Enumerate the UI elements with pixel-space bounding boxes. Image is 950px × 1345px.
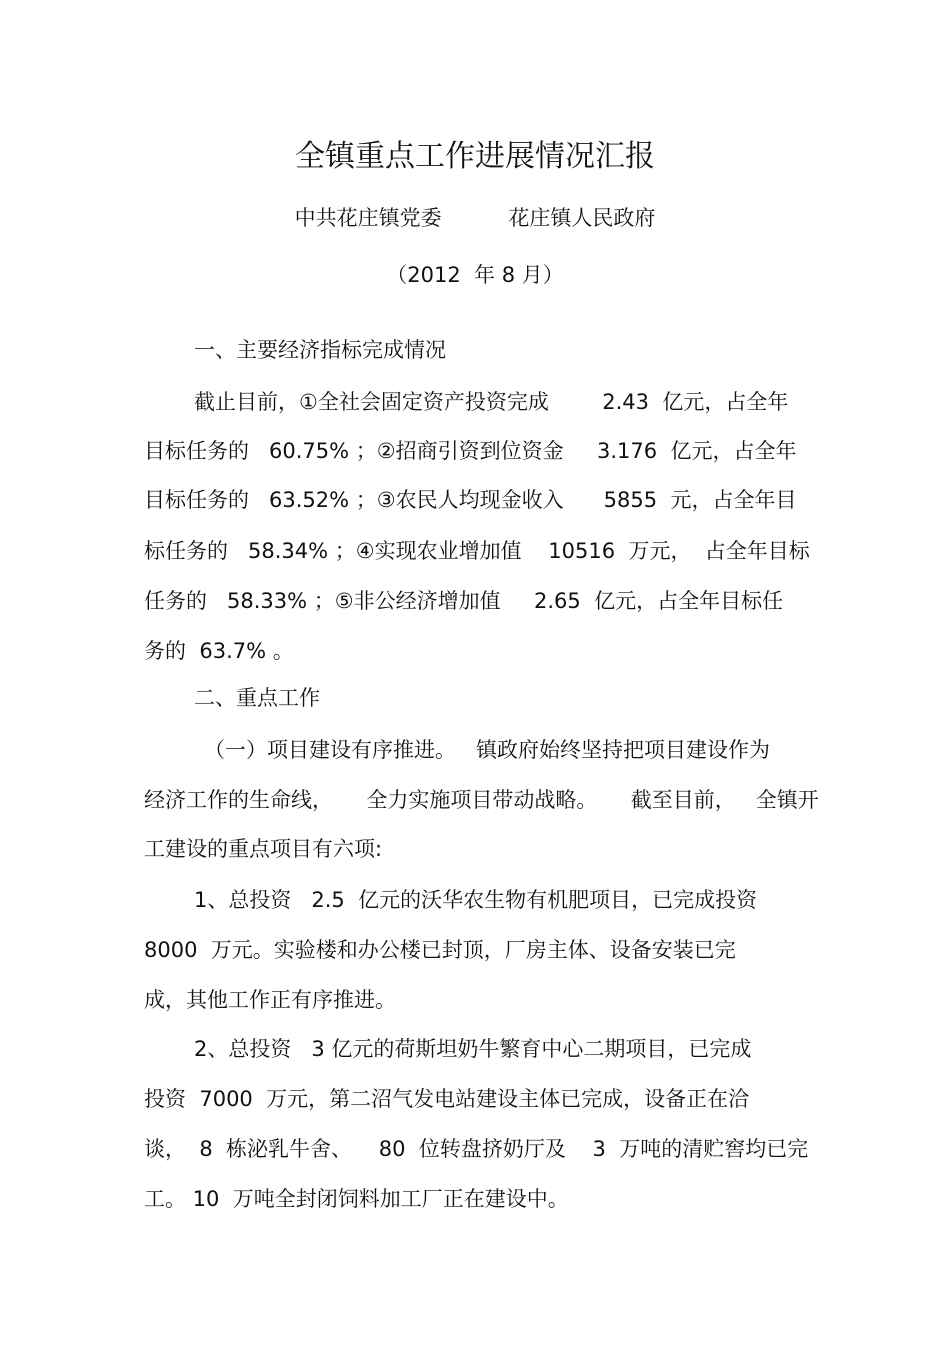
paragraph-line: 投资 7000 万元，第二沼气发电站建设主体已完成，设备正在洽	[144, 1087, 750, 1111]
paragraph-line: 成，其他工作正有序推进。	[144, 988, 396, 1012]
paragraph-line: 1、总投资 2.5 亿元的沃华农生物有机肥项目，已完成投资	[194, 888, 758, 912]
paragraph-line: 经济工作的生命线， 全力实施项目带动战略。 截至目前， 全镇开	[144, 788, 819, 812]
issuer-line: 中共花庄镇党委 花庄镇人民政府	[294, 206, 656, 230]
paragraph-line: 谈， 8 栋泌乳牛舍、 80 位转盘挤奶厅及 3 万吨的清贮窖均已完	[144, 1137, 809, 1161]
paragraph-line: 工。 10 万吨全封闭饲料加工厂正在建设中。	[144, 1187, 569, 1211]
paragraph-line: 8000 万元。实验楼和办公楼已封顶，厂房主体、设备安装已完	[144, 938, 736, 962]
section-heading-key-work: 二、重点工作	[194, 686, 320, 710]
paragraph-line: 工建设的重点项目有六项:	[144, 837, 383, 861]
date-line: （2012 年 8 月）	[386, 263, 564, 287]
paragraph-line: （一）项目建设有序推进。 镇政府始终坚持把项目建设作为	[204, 738, 771, 762]
document-title: 全镇重点工作进展情况汇报	[295, 139, 655, 174]
paragraph-line: 目标任务的 63.52% ；③农民人均现金收入 5855 元，占全年目	[144, 488, 797, 512]
paragraph-line: 标任务的 58.34% ；④实现农业增加值 10516 万元， 占全年目标	[144, 539, 810, 563]
paragraph-line: 目标任务的 60.75% ；②招商引资到位资金 3.176 亿元，占全年	[144, 439, 797, 463]
paragraph-line: 2、总投资 3 亿元的荷斯坦奶牛繁育中心二期项目，已完成	[194, 1037, 752, 1061]
section-heading-economic-indicators: 一、主要经济指标完成情况	[194, 338, 446, 362]
paragraph-line: 务的 63.7% 。	[144, 639, 294, 663]
paragraph-line: 截止目前，①全社会固定资产投资完成 2.43 亿元，占全年	[194, 390, 789, 414]
paragraph-line: 任务的 58.33% ；⑤非公经济增加值 2.65 亿元，占全年目标任	[144, 589, 784, 613]
